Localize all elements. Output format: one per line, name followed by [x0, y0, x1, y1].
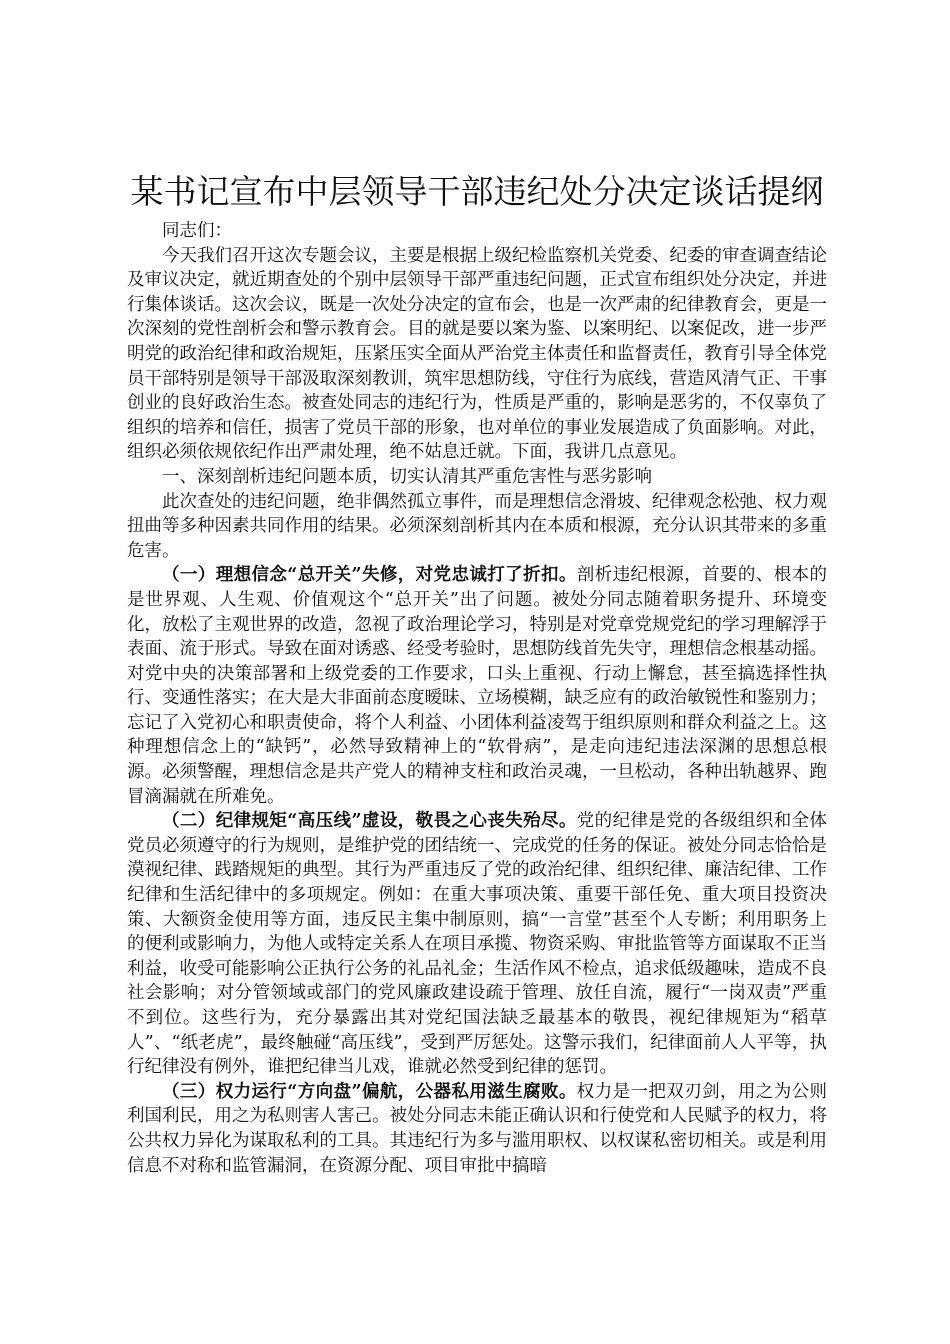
document-body — [127, 219, 827, 1178]
point-1-heading: （一）理想信念“总开关”失修，对党忠诚打了折扣。 — [162, 565, 577, 586]
point-1-text: 剖析违纪根源，首要的、根本的是世界观、人生观、价值观这个“总开关”出了问题。被处分同志随着职务提升、环境变化，放松了主观世界的改造，忽视了政治理论学习，特别是对党章党规党纪的学习理解浮于表面、流于形式。导致在面对诱惑、经受考验时，思想防线首先失守，理想信念根基动摇。对党中央的决策部署和上级党委的工作要求，口头上重视、行动上懈怠，甚至搞选择性执行、变通性落实；在大是大非面前态度暧昧、立场模糊，缺乏应有的政治敏锐性和鉴别力；忘记了入党初心和职责使命，将个人利益、小团体利益凌驾于组织原则和群众利益之上。这种理想信念上的“缺钙”，必然导致精神上的“软骨病”，是走向违纪违法深渊的思想总根源。必须警醒，理想信念是共产党人的精神支柱和政治灵魂，一旦松动，各种出轨越界、跑冒滴漏就在所难免。 — [127, 565, 828, 807]
document-page — [127, 168, 827, 1178]
salutation: 同志们： — [162, 221, 232, 241]
point-1-paragraph — [127, 563, 827, 809]
point-3-paragraph — [127, 1080, 827, 1178]
point-2-heading: （二）纪律规矩“高压线”虚设，敬畏之心丧失殆尽。 — [162, 811, 577, 832]
point-3-heading: （三）权力运行“方向盘”偏航，公器私用滋生腐败。 — [162, 1081, 577, 1102]
point-2-text: 党的纪律是党的各级组织和全体党员必须遵守的行为规则，是维护党的团结统一、完成党的任务的保证。被处分同志恰恰是漠视纪律、践踏规矩的典型。其行为严重违反了党的政治纪律、组织纪律、廉洁纪律、工作纪律和生活纪律中的多项规定。例如：在重大事项决策、重要干部任免、重大项目投资决策、大额资金使用等方面，违反民主集中制原则，搞“一言堂”甚至个人专断；利用职务上的便利或影响力，为他人或特定关系人在项目承揽、物资采购、审批监管等方面谋取不正当利益，收受可能影响公正执行公务的礼品礼金；生活作风不检点，追求低级趣味，造成不良社会影响；对分管领域或部门的党风廉政建设疏于管理、放任自流，履行“一岗双责”严重不到位。这些行为，充分暴露出其对党纪国法缺乏最基本的敬畏，视纪律规矩为“稻草人”、“纸老虎”，最终触碰“高压线”，受到严厉惩处。这警示我们，纪律面前人人平等，执行纪律没有例外，谁把纪律当儿戏，谁就必然受到纪律的惩罚。 — [127, 811, 828, 1078]
section-intro-paragraph: 此次查处的违纪问题，绝非偶然孤立事件，而是理想信念滑坡、纪律观念松弛、权力观扭曲等多种因素共同作用的结果。必须深刻剖析其内在本质和根源，充分认识其带来的多重危害。 — [127, 491, 827, 561]
intro-paragraph: 今天我们召开这次专题会议，主要是根据上级纪检监察机关党委、纪委的审查调查结论及审议决定，就近期查处的个别中层领导干部严重违纪问题，正式宣布组织处分决定，并进行集体谈话。这次会议，既是一次处分决定的宣布会，也是一次严肃的纪律教育会，更是一次深刻的党性剖析会和警示教育会。目的就是要以案为鉴、以案明纪、以案促改，进一步严明党的政治纪律和政治规矩，压紧压实全面从严治党主体责任和监督责任，教育引导全体党员干部特别是领导干部汲取深刻教训，筑牢思想防线，守住行为底线，营造风清气正、干事创业的良好政治生态。被查处同志的违纪行为，性质是严重的，影响是恶劣的，不仅辜负了组织的培养和信任，损害了党员干部的形象，也对单位的事业发展造成了负面影响。对此，组织必须依规依纪作出严肃处理，绝不姑息迁就。下面，我讲几点意见。 — [127, 245, 827, 463]
section-heading: 一、深刻剖析违纪问题本质，切实认清其严重危害性与恶劣影响 — [162, 466, 652, 487]
document-title: 某书记宣布中层领导干部违纪处分决定谈话提纲 — [130, 172, 824, 211]
point-3-text: 权力是一把双刃剑，用之为公则利国利民，用之为私则害人害己。被处分同志未能正确认识和行使党和人民赋予的权力，将公共权力异化为谋取私利的工具。其违纪行为多与滥用职权、以权谋私密切相关。或是利用信息不对称和监管漏洞，在资源分配、项目审批中搞暗 — [127, 1081, 828, 1176]
point-2-paragraph — [127, 809, 827, 1080]
